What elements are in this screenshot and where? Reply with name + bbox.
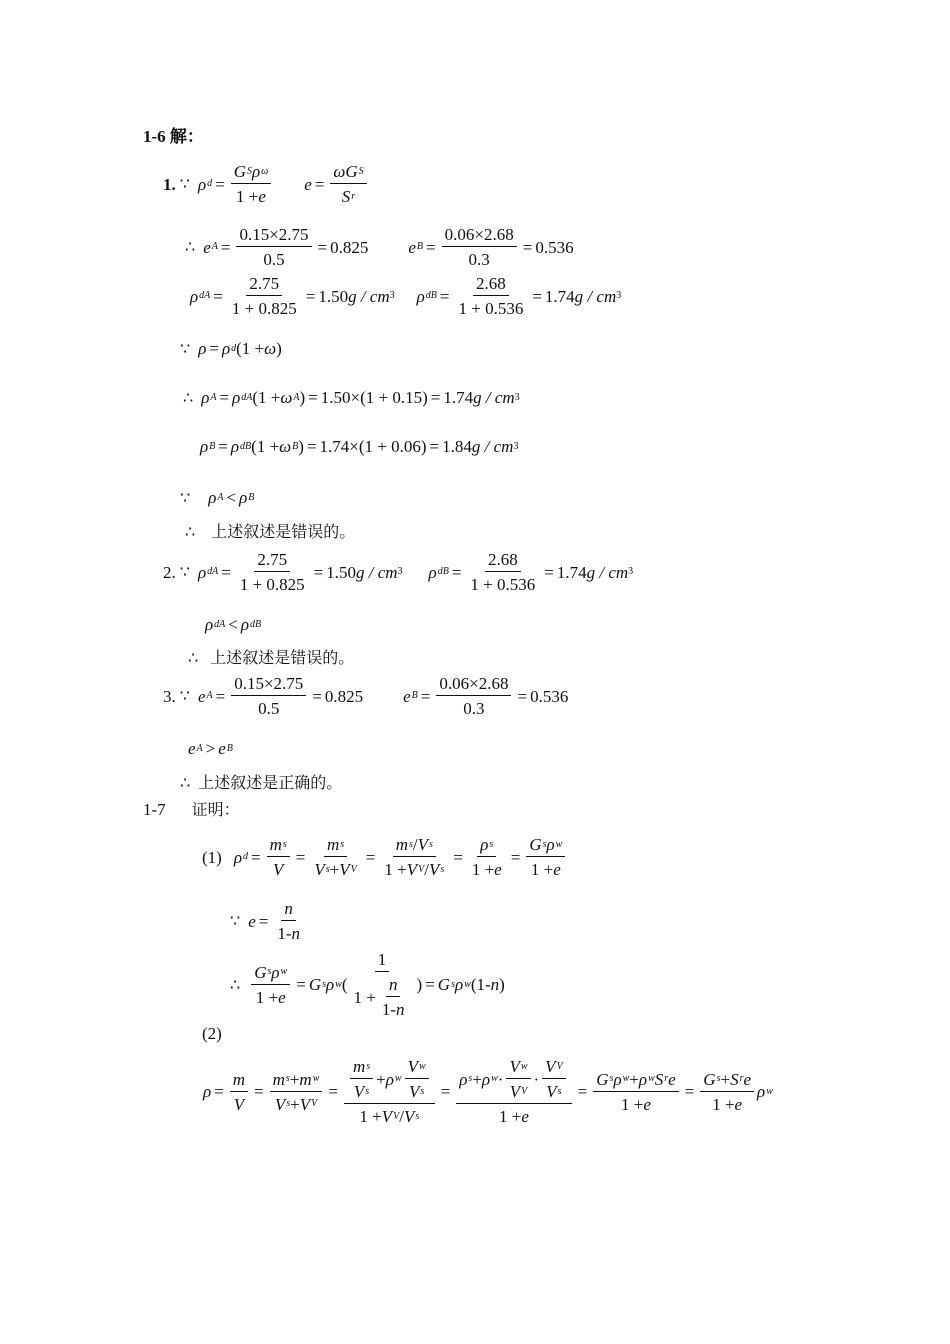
conclusion-3: ∴ 上述叙述是正确的。 xyxy=(180,773,343,792)
density-b-calc: ρ B = ρ dB (1 + ω B ) = 1.74×(1 + 0.06) = 1.84 g / cm 3 xyxy=(200,437,519,456)
density-a-calc: ∴ ρ A = ρ dA (1 + ω A ) = 1.50×(1 + 0.15) = 1.74 g / cm 3 xyxy=(183,387,520,407)
dry-density-comparison: ρ dA < ρ dB xyxy=(205,615,262,634)
density-relation: ∵ ρ = ρ d (1 + ω ) xyxy=(180,338,282,358)
dry-density-porosity: ∴ G s ρ w 1 + e = G s ρ w ( 1 1 + n 1- n ) = G s ρ w (1- n ) xyxy=(230,950,505,1019)
void-ratio-porosity: ∵ e = n 1- n xyxy=(230,899,300,943)
item-3-void-ratio: 3. ∵ e A = $\frac{0.15\times 2.75}{0.5}$ = 0.825 e B = $\frac{0.06\times 2.68}{0.3}$ = 0.536 xyxy=(163,674,569,718)
item-1-definitions: 1. ∵ ρ d = G S ρ ω 1 + e e = ωG S S r xyxy=(163,163,370,205)
item-2-dry-density: 2. ∵ ρ dA = $\frac{2.75}{1 + 0.825}$ = 1.50 g / cm 3 ρ dB = $\frac{2.68}{1 + 0.536}$ = 1.74 g / cm 3 xyxy=(163,550,634,594)
section-1-6-heading: 1-6 解： xyxy=(143,127,204,146)
conclusion-2: ∴ 上述叙述是错误的。 xyxy=(188,648,355,667)
proof-2-label: (2) xyxy=(202,1024,222,1043)
dry-density-calc-1: ρ dA = $\frac{2.75}{1 + 0.825}$ = 1.50 g / cm 3 ρ dB = $\frac{2.68}{1 + 0.536}$ = 1.74 g / cm 3 xyxy=(190,274,622,318)
proof-1-dry-density: (1) ρ d = m s V = m s V s + V V = m s / V s 1 + V V / V s = ρ s 1 + e = G s ρ w 1 + e xyxy=(202,836,568,878)
void-ratio-comparison: e A > e B xyxy=(188,739,233,758)
void-ratio-calc-1: ∴ e A = $\frac{0.15\times 2.75}{0.5}$ = 0.825 e B = $\frac{0.06\times 2.68}{0.3}$ = 0.536 xyxy=(185,225,574,269)
conclusion-1: ∴ 上述叙述是错误的。 xyxy=(185,522,356,541)
density-comparison: ∵ ρ A < ρ B xyxy=(180,487,255,507)
proof-2-density: ρ = $\frac{m}{V}$ = m s + m w V s + V V = m s V s + ρ w V w V s 1 + V V / V s = ρ s + ρ w · V w V V · V V V s 1 + e = G s ρ w + ρ w S r e 1 + e = G s + S r e 1 + e ρ w xyxy=(203,1057,773,1126)
section-1-7-heading: 1-7 证明： xyxy=(143,799,240,819)
